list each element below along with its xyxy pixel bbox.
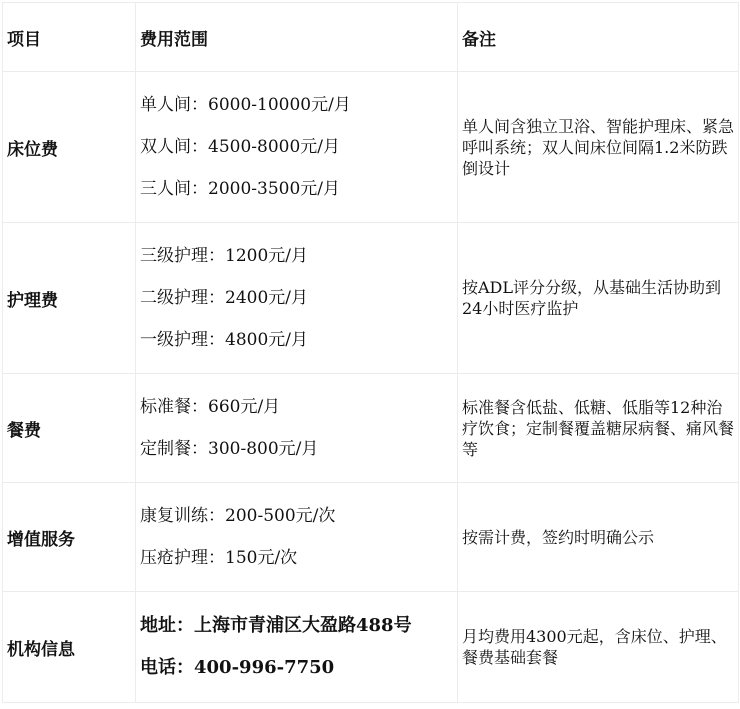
table-row-value-added [3,483,739,592]
fee-range-line: 标准餐：660元/月 [140,397,281,417]
fee-range-cell [136,374,458,483]
item-name: 餐费 [3,374,136,483]
phone-line: 电话：400-996-7750 [140,657,335,678]
header-notes: 备注 [458,3,739,72]
item-name: 护理费 [3,223,136,374]
fee-table [2,2,739,703]
fee-range-line: 三级护理：1200元/月 [140,246,308,266]
item-name: 床位费 [3,72,136,223]
fee-range-line: 康复训练：200-500元/次 [140,506,336,526]
fee-range-cell [136,223,458,374]
fee-range-cell [136,483,458,592]
table-row-bed-fee [3,72,739,223]
note-text: 单人间含独立卫浴、智能护理床、紧急呼叫系统；双人间床位间隔1.2米防跌倒设计 [458,72,739,223]
item-name: 增值服务 [3,483,136,592]
fee-range-line: 一级护理：4800元/月 [140,330,308,350]
fee-range-line: 二级护理：2400元/月 [140,288,308,308]
table-row-meal-fee [3,374,739,483]
table-header-row [3,3,739,72]
note-text: 标准餐含低盐、低糖、低脂等12种治疗饮食；定制餐覆盖糖尿病餐、痛风餐等 [458,374,739,483]
fee-range-line: 双人间：4500-8000元/月 [140,137,340,157]
item-name: 机构信息 [3,592,136,703]
note-text: 按需计费，签约时明确公示 [458,483,739,592]
note-text: 月均费用4300元起，含床位、护理、餐费基础套餐 [458,592,739,703]
fee-range-line: 单人间：6000-10000元/月 [140,95,351,115]
table-row-institution-info [3,592,739,703]
note-text: 按ADL评分分级，从基础生活协助到24小时医疗监护 [458,223,739,374]
header-item: 项目 [3,3,136,72]
table-row-nursing-fee [3,223,739,374]
fee-range-cell [136,72,458,223]
fee-range-line: 三人间：2000-3500元/月 [140,179,340,199]
fee-range-line: 定制餐：300-800元/月 [140,439,319,459]
fee-range-cell [136,592,458,703]
fee-range-line: 压疮护理：150元/次 [140,548,298,568]
header-fee-range: 费用范围 [136,3,458,72]
address-line: 地址：上海市青浦区大盈路488号 [140,615,412,636]
